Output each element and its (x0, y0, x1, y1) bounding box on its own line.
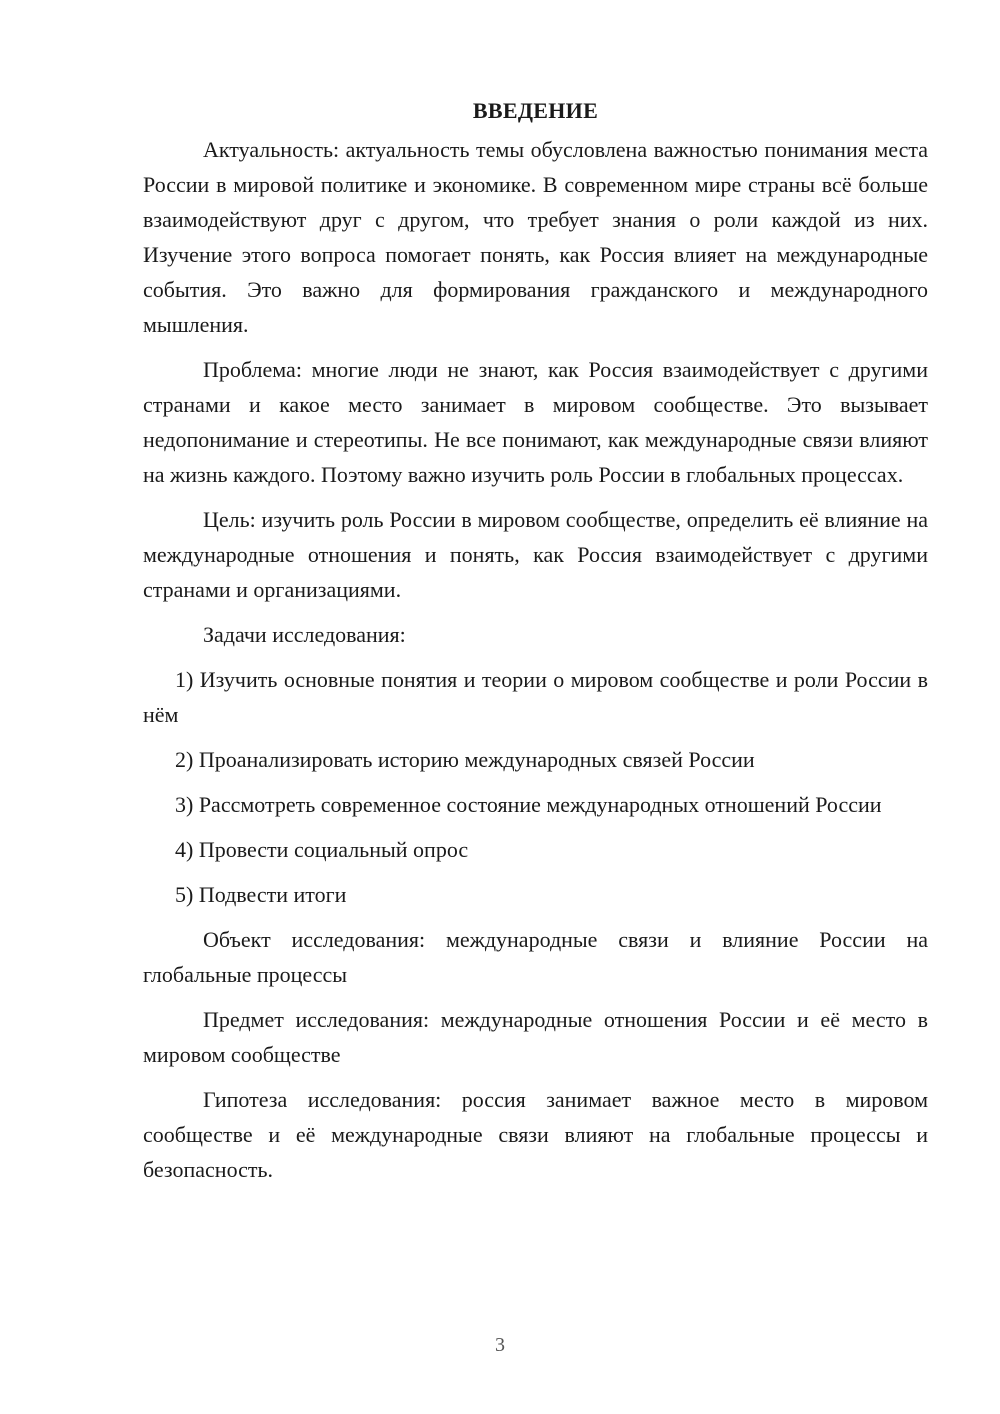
section-title: ВВЕДЕНИЕ (472, 98, 599, 123)
tasks-list (143, 662, 928, 912)
tasks-heading: Задачи исследования: (203, 622, 406, 647)
goal-paragraph: Цель: изучить роль России в мировом сообществе, определить её влияние на международные отношения и понять, как Россия взаимодействует с другими странами и организациями. (143, 507, 928, 602)
list-item: 5) Подвести итоги (175, 882, 347, 907)
page-number: 3 (495, 1334, 505, 1356)
hypothesis-paragraph: Гипотеза исследования: россия занимает важное место в мировом сообществе и её международные связи влияют на глобальные процессы и безопасность. (143, 1087, 928, 1182)
list-item: 1) Изучить основные понятия и теории о мировом сообществе и роли России в нём (143, 667, 928, 727)
relevance-paragraph: Актуальность: актуальность темы обусловлена важностью понимания места России в мировой политике и экономике. В современном мире страны всё больше взаимодействуют друг с другом, что требует знания о роли каждой из них. Изучение этого вопроса помогает понять, как Россия влияет на международные события. Это важно для формирования гражданского и международного мышления. (143, 137, 928, 337)
list-item: 2) Проанализировать историю международных связей России (175, 747, 755, 772)
object-paragraph: Объект исследования: международные связи и влияние России на глобальные процессы (143, 927, 928, 987)
subject-paragraph: Предмет исследования: международные отношения России и её место в мировом сообществе (143, 1007, 928, 1067)
list-item: 4) Провести социальный опрос (175, 837, 469, 862)
problem-paragraph: Проблема: многие люди не знают, как Россия взаимодействует с другими странами и какое место занимает в мировом сообществе. Это вызывает недопонимание и стереотипы. Не все понимают, как международные связи влияют на жизнь каждого. Поэтому важно изучить роль России в глобальных процессах. (143, 357, 928, 487)
document-page (143, 96, 928, 1197)
list-item: 3) Рассмотреть современное состояние международных отношений России (175, 792, 882, 817)
